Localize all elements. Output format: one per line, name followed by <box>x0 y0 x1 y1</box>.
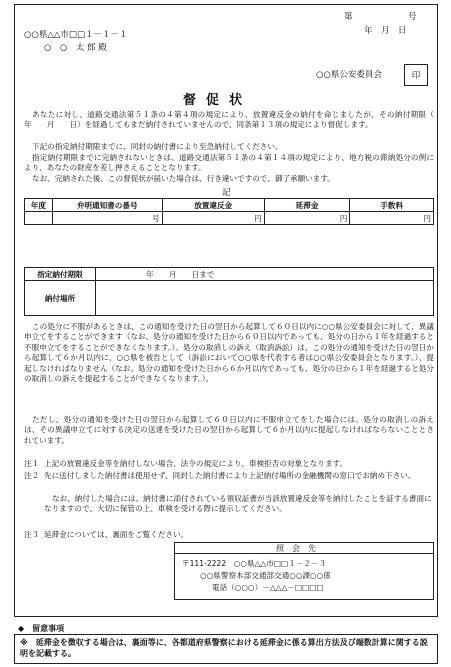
recipient-name: ○ ○ 太 郎 殿 <box>44 43 107 53</box>
note-1: 上記の放置違反金等を納付しない場合、法令の規定により、車検拒否の対象となります。 <box>44 459 348 468</box>
body-paragraph-3: 指定納付期限までに完納されないときは、道路交通法第５１条の４第１４項の規定により、地方税の滞納処分の例により、あなたの財産を差し押さえることとなります。 <box>24 153 434 173</box>
document-title: 督促状 <box>183 93 253 108</box>
appeal-paragraph-2: ただし、処分の通知を受けた日の翌日から起算して６０日以内に不服申立てをした場合には、処分の取消しの訴えは、その異議申立てに対する決定の送達を受けた日の翌日から起算して６か月以内に提起しなければならないこととされています。 <box>24 415 434 445</box>
deadline-value: 年 月 日まで <box>96 268 434 281</box>
appeal-paragraph-1: この処分に不服があるときは、この通知を受けた日の翌日から起算して６０日以内に○○県公安委員会に対して、異議申立てをすることができます（なお、処分の通知を受けた日から６０日以内であっても、処分の日から１年を経過すると不服申立てをすることができなくなります。）。処分の取消しの訴え（取消訴訟）は、この処分の通知を受けた日の翌日から起算して６か月以内に、○○県を被告として（訴訟において○○県を代表する者は○○県公安委員会となります。）、提起しなければなりません（なお、処分の通知を受けた日から６か月以内であっても、処分の日から１年を経過すると処分の取消しの訴えを提起することができなくなります。）。 <box>24 322 434 384</box>
deadline-row <box>25 268 434 281</box>
contact-title: 照 会 先 <box>276 544 316 553</box>
place-label: 納付場所 <box>25 281 96 316</box>
cell-fine: 円 <box>162 212 264 225</box>
contact-address: 〒111-2222 ○○県△△市□□１－２－３ <box>182 559 327 568</box>
header-notice-number: 弁明通知書の番号 <box>52 199 162 212</box>
fine-table <box>24 198 434 225</box>
place-row <box>25 281 434 316</box>
note-2-continued: なお、納付した場合には、納付書に添付されている領収証書が当該放置違反金等を納付したことを証する書面になりますので、大切に保管の上、車検を受ける際に提示してください。 <box>44 494 432 514</box>
deadline-label: 指定納付期限 <box>25 268 96 281</box>
issue-date: 年 月 日 <box>364 26 407 36</box>
body-paragraph-2: 下記の指定納付期限までに、同封の納付書により至急納付してください。 <box>32 142 283 151</box>
note-2-label: 注２ <box>24 471 40 480</box>
cell-late-fee: 円 <box>264 212 350 225</box>
note-3-label: 注３ <box>24 530 40 539</box>
recipient-address: ○○県△△市□□１－１－１ <box>24 30 128 40</box>
header-handling-fee: 手数料 <box>350 199 434 212</box>
seal-stamp: 印 <box>404 64 428 86</box>
table-row <box>25 212 434 225</box>
issuer-name: ○○県公安委員会 <box>316 70 382 80</box>
payment-table <box>24 267 434 316</box>
fine-table-header <box>25 199 434 212</box>
header-late-fee: 延滞金 <box>264 199 350 212</box>
header-year: 年度 <box>25 199 53 212</box>
footer-heading: ◆ 留意事項 <box>18 624 65 633</box>
document-number-suffix: 号 <box>408 12 417 22</box>
place-value <box>96 281 434 316</box>
note-3: 延滞金については、裏面をご覧ください。 <box>44 530 189 539</box>
note-2: 先に送付しました納付書は使用せず、同封した納付書により上記納付場所の金融機関の窓口でお納め下さい。 <box>44 471 416 480</box>
document-number-prefix: 第 <box>344 12 353 22</box>
contact-phone: 電話（○○○）－△△△－□□□□ <box>212 583 324 592</box>
cell-notice-number: 号 <box>52 212 162 225</box>
cell-year <box>25 212 53 225</box>
note-1-label: 注１ <box>24 459 40 468</box>
body-paragraph-4: なお、完納された後、この督促状が届いた場合は、行き違いですので、御了承願います。 <box>32 174 335 183</box>
ki-heading: 記 <box>222 188 231 198</box>
cell-handling-fee: 円 <box>350 212 434 225</box>
footer-text: ※ 延滞金を徴収する場合は、裏面等に、各都道府県警察における延滞金に係る算出方法及び端数計算に関する説明を記載する。 <box>20 638 428 658</box>
body-paragraph-1: あなたに対し、道路交通法第５１条の４第４項の規定により、放置違反金の納付を命じましたが、その納付期限（ 年 月 日）を経過してもまだ納付されていませんので、同条第１３項の規定により督促します。 <box>24 110 450 130</box>
contact-department: ○○県警察本部交通部交通○○課○○係 <box>200 571 331 580</box>
header-fine: 放置違反金 <box>162 199 264 212</box>
